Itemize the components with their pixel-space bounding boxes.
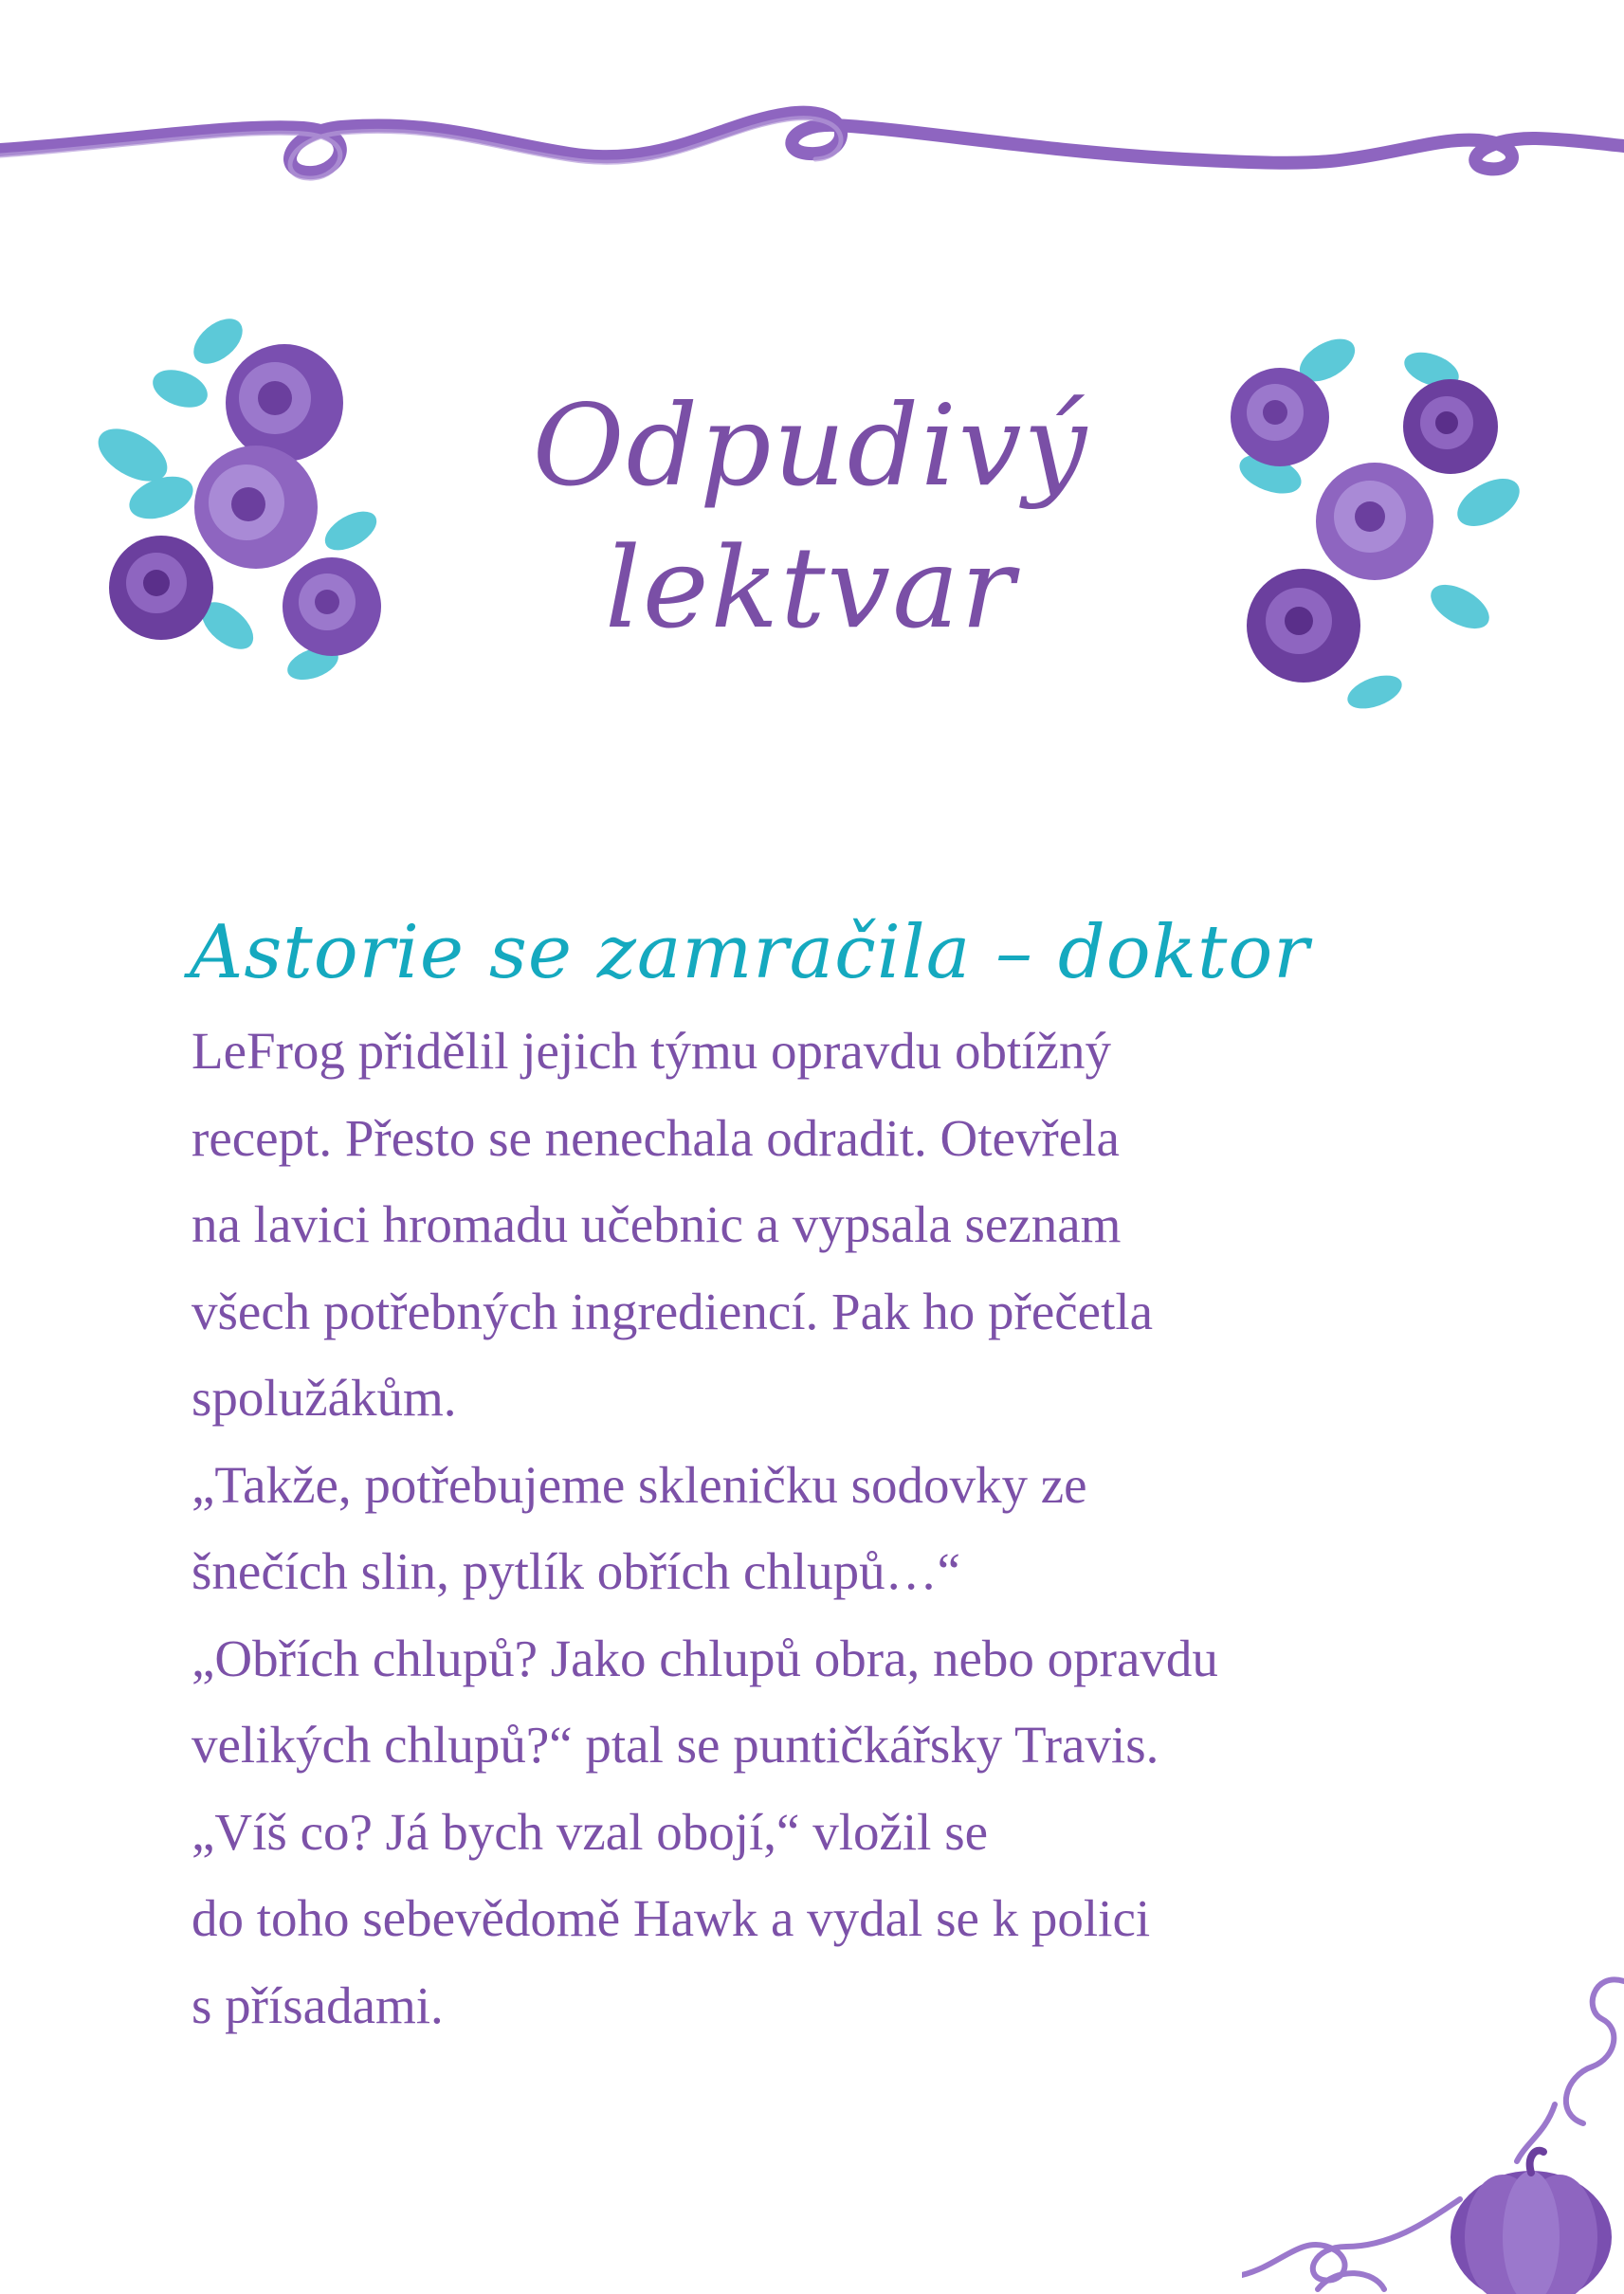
title-line-2: lektvar bbox=[605, 522, 1016, 653]
swirl-pumpkin-icon bbox=[1242, 1962, 1624, 2294]
text-line: na lavici hromadu učebnic a vypsala seznam bbox=[192, 1195, 1122, 1253]
body-text bbox=[192, 1008, 1405, 2048]
text-line: všech potřebných ingrediencí. Pak ho přečetla bbox=[192, 1282, 1154, 1340]
chapter-subtitle: Astorie se zamračila – doktor bbox=[190, 910, 1310, 995]
text-line: velikých chlupů?“ ptal se puntičkářsky Travis. bbox=[192, 1716, 1159, 1774]
text-line: s přísadami. bbox=[192, 1975, 444, 2034]
text-line: „Víš co? Já bych vzal obojí,“ vložil se bbox=[192, 1802, 989, 1861]
text-line: do toho sebevědomě Hawk a vydal se k polici bbox=[192, 1889, 1151, 1947]
page-title bbox=[398, 374, 1223, 659]
rose-bouquet-icon bbox=[76, 303, 408, 692]
text-line: šnečích slin, pytlík obřích chlupů…“ bbox=[192, 1542, 961, 1600]
text-line: recept. Přesto se nenechala odradit. Otevřela bbox=[192, 1108, 1120, 1167]
page-number: 19 bbox=[1495, 2075, 1548, 2123]
rose-bouquet-icon bbox=[1213, 313, 1555, 720]
title-line-1: Odpudivý bbox=[532, 380, 1089, 511]
ribbon-border-icon bbox=[0, 85, 1624, 199]
text-line: spolužákům. bbox=[192, 1369, 457, 1427]
text-line: „Obřích chlupů? Jako chlupů obra, nebo opravdu bbox=[192, 1629, 1218, 1687]
text-line: „Takže, potřebujeme skleničku sodovky ze bbox=[192, 1455, 1087, 1514]
text-line: LeFrog přidělil jejich týmu opravdu obtížný bbox=[192, 1022, 1111, 1080]
